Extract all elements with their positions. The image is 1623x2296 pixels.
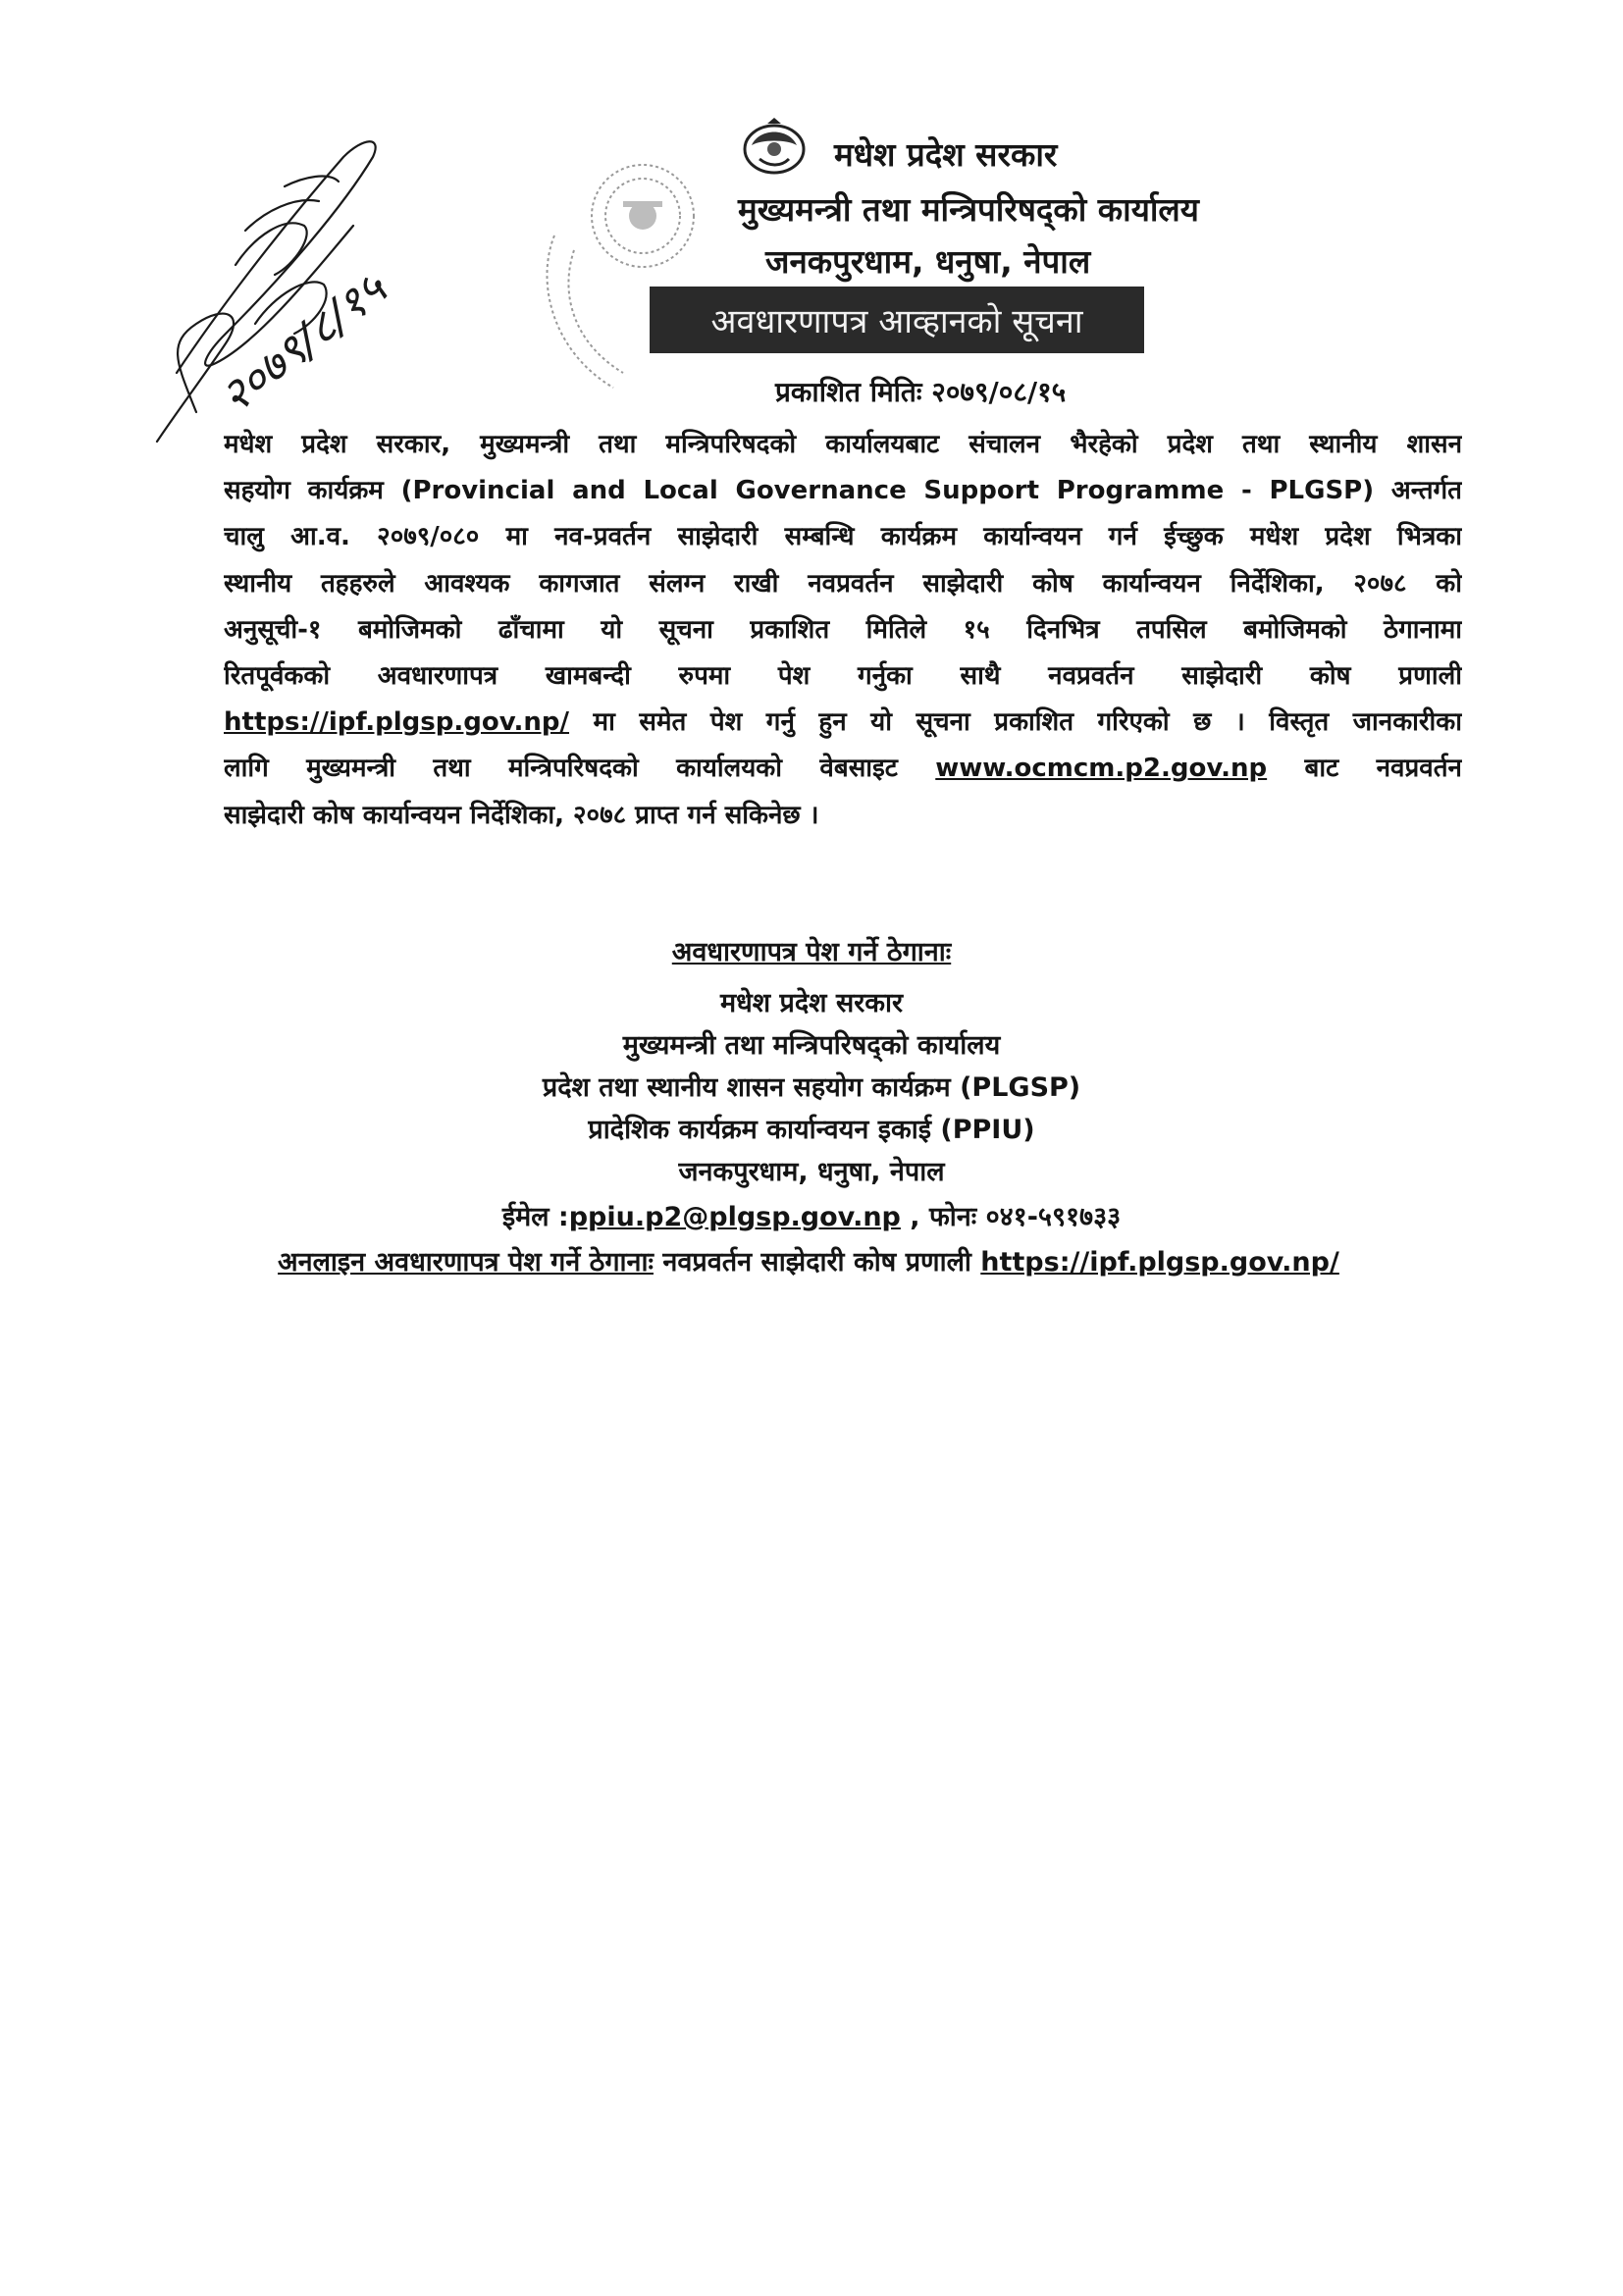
body-line: स्थानीय तहहरुले आवश्यक कागजात संलग्न राखी नवप्रवर्तन साझेदारी कोष कार्यान्वयन निर्देशिका, २०७८ को	[224, 568, 1462, 599]
address-heading: अवधारणापत्र पेश गर्ने ठेगानाः	[671, 937, 952, 967]
online-submission-line	[278, 1242, 1339, 1278]
address-line: मधेश प्रदेश सरकार	[719, 988, 904, 1018]
body-line: साझेदारी कोष कार्यान्वयन निर्देशिका, २०७८ प्राप्त गर्न सकिनेछ ।	[224, 800, 819, 830]
office-seal	[535, 157, 736, 392]
notice-title-banner	[650, 287, 1144, 353]
body-line-text: बाट नवप्रवर्तन	[1267, 754, 1462, 784]
office-name: मुख्यमन्त्री तथा मन्त्रिपरिषद्को कार्यालय	[738, 190, 1199, 229]
address-line: मुख्यमन्त्री तथा मन्त्रिपरिषद्को कार्यालय	[622, 1030, 1001, 1061]
body-line-text: मा समेत पेश गर्नु हुन यो सूचना प्रकाशित गरिएको छ । विस्तृत जानकारीका	[569, 707, 1462, 738]
signature-date-text: २०७९/८/१५	[209, 261, 396, 424]
body-line: अनुसूची-१ बमोजिमको ढाँचामा यो सूचना प्रकाशित मितिले १५ दिनभित्र तपसिल बमोजिमको ठेगानामा	[224, 614, 1462, 645]
ocmcm-website-link[interactable]: www.ocmcm.p2.gov.np	[935, 754, 1268, 784]
body-line: रितपूर्वकको अवधारणापत्र खामबन्दी रुपमा पेश गर्नुका साथै नवप्रवर्तन साझेदारी कोष प्रणाली	[224, 661, 1462, 692]
handwritten-signature	[137, 118, 432, 451]
ipf-portal-link[interactable]: https://ipf.plgsp.gov.np/	[980, 1247, 1339, 1278]
email-link[interactable]: ppiu.p2@plgsp.gov.np	[568, 1202, 901, 1232]
address-line: प्रादेशिक कार्यक्रम कार्यान्वयन इकाई (PPIU)	[588, 1115, 1035, 1145]
ipf-portal-link[interactable]: https://ipf.plgsp.gov.np/	[224, 707, 570, 738]
email-label: ईमेल :	[501, 1202, 569, 1232]
body-line	[224, 746, 1462, 792]
contact-line	[0, 1197, 1623, 1233]
body-line-text: लागि मुख्यमन्त्री तथा मन्त्रिपरिषदको कार्यालयको वेबसाइट	[224, 754, 936, 784]
body-line: मधेश प्रदेश सरकार, मुख्यमन्त्री तथा मन्त्रिपरिषदको कार्यालयबाट संचालन भैरहेको प्रदेश तथा स्थानीय शासन	[224, 430, 1462, 459]
body-line	[224, 700, 1462, 746]
body-line: चालु आ.व. २०७९/०८० मा नव-प्रवर्तन साझेदारी सम्बन्धि कार्यक्रम कार्यान्वयन गर्न ईच्छुक मधेश प्रदेश भित्रका	[224, 522, 1462, 552]
online-label: अनलाइन अवधारणापत्र पेश गर्ने ठेगानाः	[278, 1247, 654, 1278]
government-name: मधेश प्रदेश सरकार	[834, 135, 1058, 174]
body-line: सहयोग कार्यक्रम (Provincial and Local Governance Support Programme - PLGSP) अन्तर्गत	[224, 476, 1462, 506]
address-line: जनकपुरधाम, धनुषा, नेपाल	[678, 1157, 945, 1187]
nepal-emblem-icon	[740, 116, 809, 177]
address-line: प्रदेश तथा स्थानीय शासन सहयोग कार्यक्रम (PLGSP)	[542, 1072, 1081, 1103]
phone-text: , फोनः ०४१-५९१७३३	[900, 1202, 1122, 1232]
online-text: नवप्रवर्तन साझेदारी कोष प्रणाली	[653, 1247, 981, 1278]
notice-title: अवधारणापत्र आव्हानको सूचना	[710, 302, 1083, 341]
office-location: जनकपुरधाम, धनुषा, नेपाल	[765, 242, 1091, 281]
published-date: प्रकाशित मितिः २०७९/०८/१५	[775, 376, 1067, 408]
notice-body	[224, 422, 1462, 839]
